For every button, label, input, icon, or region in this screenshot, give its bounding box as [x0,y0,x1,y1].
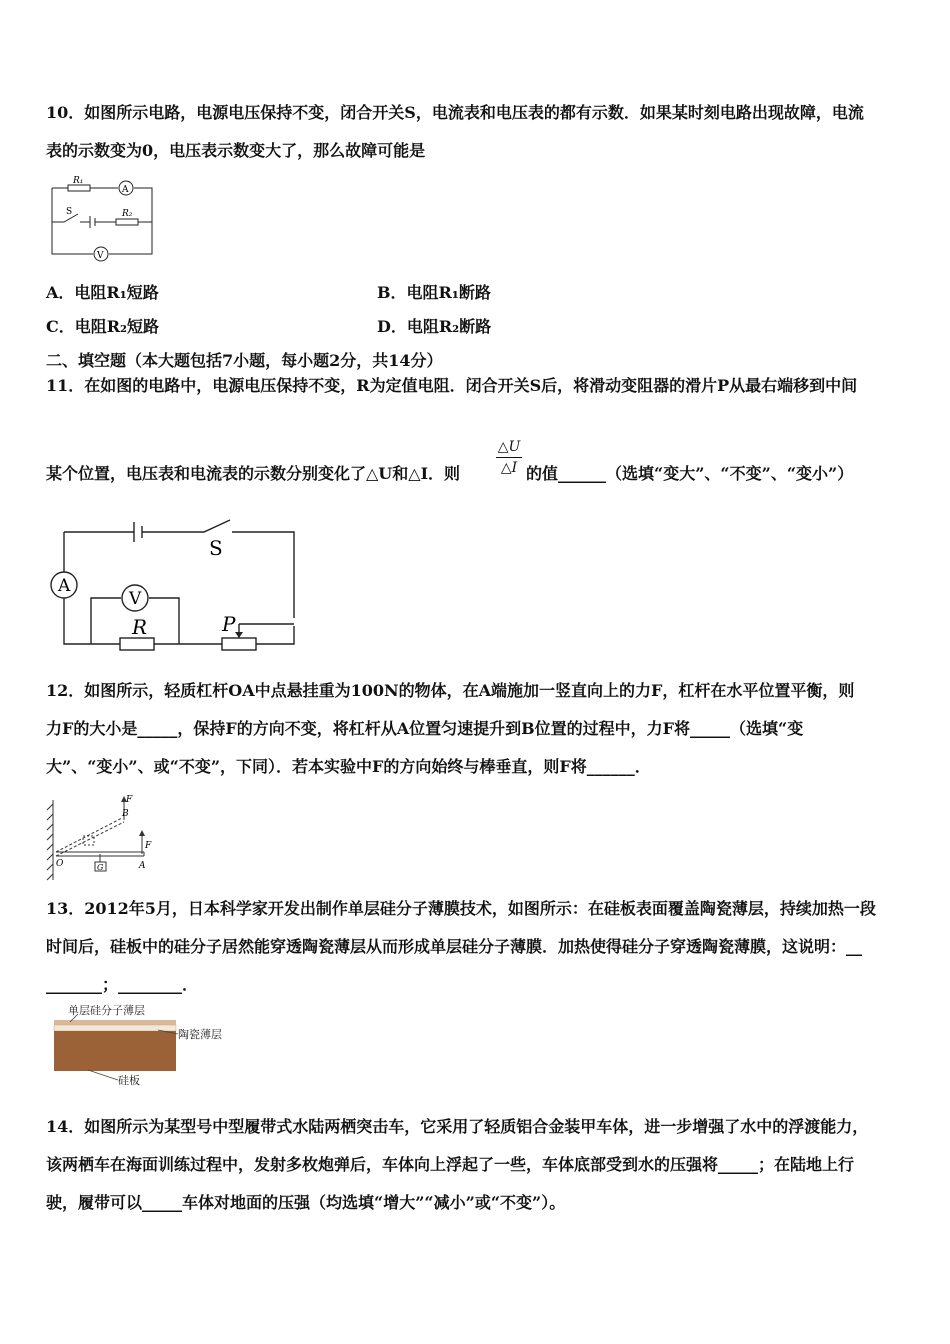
q11-line-1: 11．在如图的电路中，电源电压保持不变，R为定值电阻．闭合开关S后，将滑动变阻器的滑片P从最右端移到中间 [46,376,858,395]
resistor-r2 [116,219,138,225]
voltmeter-label: V [97,251,104,261]
sliding-rheostat [222,638,256,650]
q10-circuit-diagram [46,176,166,266]
label-ceramic-layer: 陶瓷薄层 [178,1028,222,1041]
q14-line-1: 14．如图所示为某型号中型履带式水陆两栖突击车，它采用了轻质铝合金装甲车体，进一步增强了水中的浮渡能力， [46,1117,869,1136]
delta-u-over-delta-i-fraction [496,439,522,476]
switch-label: S [66,207,73,217]
q14-line-3: 驶，履带可以_____车体对地面的压强（均选填“增大”“减小”或“不变”）。 [46,1193,566,1212]
q10-line-2: 表的示数变为0，电压表示数变大了，那么故障可能是 [46,141,426,160]
r2-label: R₂ [122,209,133,219]
q14-line-2: 该两栖车在海面训练过程中，发射多枚炮弹后，车体向上浮起了一些，车体底部受到水的压强将_____；在陆地上行 [46,1155,855,1174]
q11-line-2b: 的值______（选填“变大”、“不变”、“变小”） [526,464,854,483]
q10-option-d: D．电阻R₂断路 [377,317,492,336]
fraction-numerator: △U [497,439,521,455]
q13-silicon-film-diagram [48,1002,222,1088]
weight-g-label: G [97,863,104,872]
resistor-r-label: R [132,615,148,639]
q13-line-2: 时间后，硅板中的硅分子居然能穿透陶瓷薄层从而形成单层硅分子薄膜．加热使得硅分子穿透陶瓷薄膜，这说明：__ [46,937,863,956]
label-silicon-molecule-layer: 单层硅分子薄层 [68,1004,145,1017]
q12-lever-diagram [44,790,159,882]
q10-option-c: C．电阻R₂短路 [46,317,160,336]
r1-label: R₁ [73,176,84,186]
force-f-right-label: F [145,841,152,851]
q13-line-1: 13．2012年5月，日本科学家开发出制作单层硅分子薄膜技术，如图所示：在硅板表面覆盖陶瓷薄层，持续加热一段 [46,899,876,918]
q10-option-a: A．电阻R₁短路 [46,283,159,302]
silicon-molecule-layer [54,1020,176,1025]
resistor-r [120,638,154,650]
q13-line-3: _______；________． [46,975,199,994]
section-2-title: 二、填空题（本大题包括7小题，每小题2分，共14分） [46,351,443,370]
ceramic-layer [54,1025,176,1031]
label-silicon-board: 硅板 [118,1074,140,1087]
q12-line-2: 力F的大小是_____，保持F的方向不变，将杠杆从A位置匀速提升到B位置的过程中，力F将_____（选填“变 [46,719,804,738]
slider-p-label: P [222,612,236,636]
q11-circuit-diagram [46,520,298,652]
point-a-label: A [139,861,146,871]
voltmeter-label: V [129,589,142,609]
q10-line-1: 10．如图所示电路，电源电压保持不变，闭合开关S，电流表和电压表的都有示数．如果某时刻电路出现故障，电流 [46,103,864,122]
point-o-label: O [56,859,64,869]
q11-line-2a: 某个位置，电压表和电流表的示数分别变化了△U和△I．则 [46,464,461,483]
force-f-top-label: F [126,795,133,805]
q12-line-3: 大”、“变小”、或“不变”，下同）．若本实验中F的方向始终与棒垂直，则F将______． [46,757,651,776]
silicon-board [54,1031,176,1071]
ammeter-label: A [58,576,71,596]
q10-option-b: B．电阻R₁断路 [377,283,491,302]
fraction-denominator: △I [500,460,518,476]
ammeter-label: A [122,185,129,195]
point-b-label: B [122,809,129,819]
q12-line-1: 12．如图所示，轻质杠杆OA中点悬挂重为100N的物体，在A端施加一竖直向上的力F，杠杆在水平位置平衡，则 [46,681,855,700]
switch-label: S [209,536,223,560]
